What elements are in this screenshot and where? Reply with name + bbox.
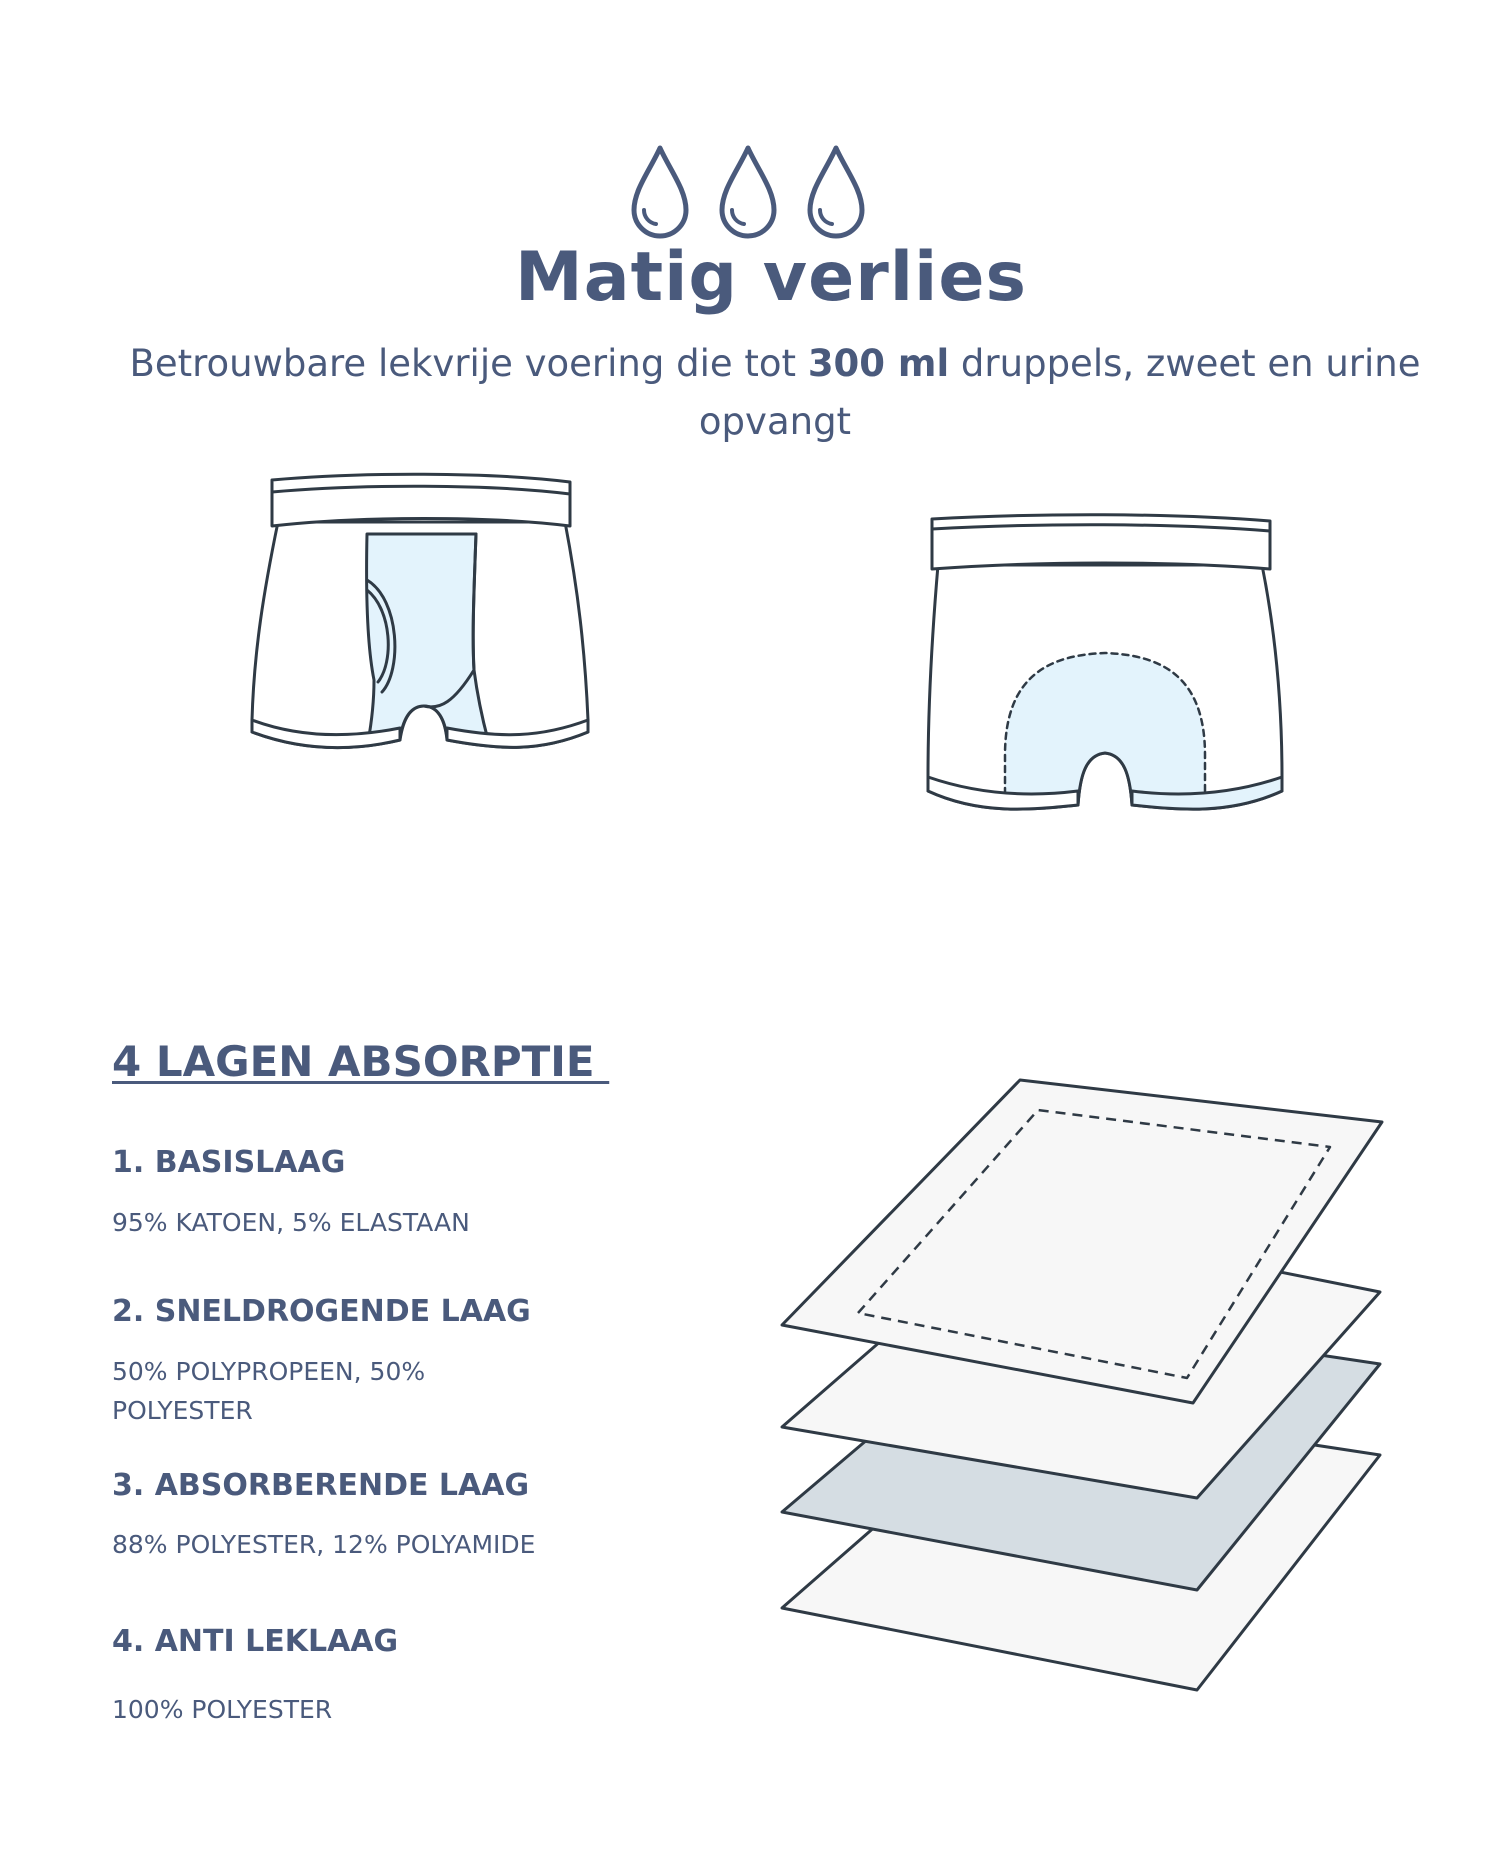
water-drop-icon (722, 148, 774, 236)
water-drops (620, 140, 880, 240)
layer-composition: 100% POLYESTER (112, 1695, 333, 1724)
layer-name: 2. SNELDROGENDE LAAG (112, 1294, 531, 1329)
absorption-layers-icon (770, 1070, 1390, 1700)
subtitle-text-end: druppels, zweet en urine opvangt (698, 342, 1421, 443)
water-drop-icon (634, 148, 686, 236)
layer-composition: 95% KATOEN, 5% ELASTAAN (112, 1208, 470, 1237)
page-title: Matig verlies (515, 238, 1027, 317)
boxer-brief-front-icon (240, 470, 610, 780)
layers-heading: 4 LAGEN ABSORPTIE (112, 1037, 610, 1086)
layer-composition: 88% POLYESTER, 12% POLYAMIDE (112, 1530, 536, 1559)
layer-composition: 50% POLYPROPEEN, 50% POLYESTER (112, 1357, 426, 1425)
water-drop-icon (810, 148, 862, 236)
layer-name: 1. BASISLAAG (112, 1145, 346, 1180)
layer-name: 4. ANTI LEKLAAG (112, 1624, 399, 1659)
subtitle-capacity: 300 ml (807, 342, 950, 385)
subtitle-text: Betrouwbare lekvrije voering die tot (129, 342, 808, 385)
layer-name: 3. ABSORBERENDE LAAG (112, 1468, 530, 1503)
page-subtitle (60, 335, 1485, 451)
boxer-brief-back-icon (910, 505, 1300, 835)
